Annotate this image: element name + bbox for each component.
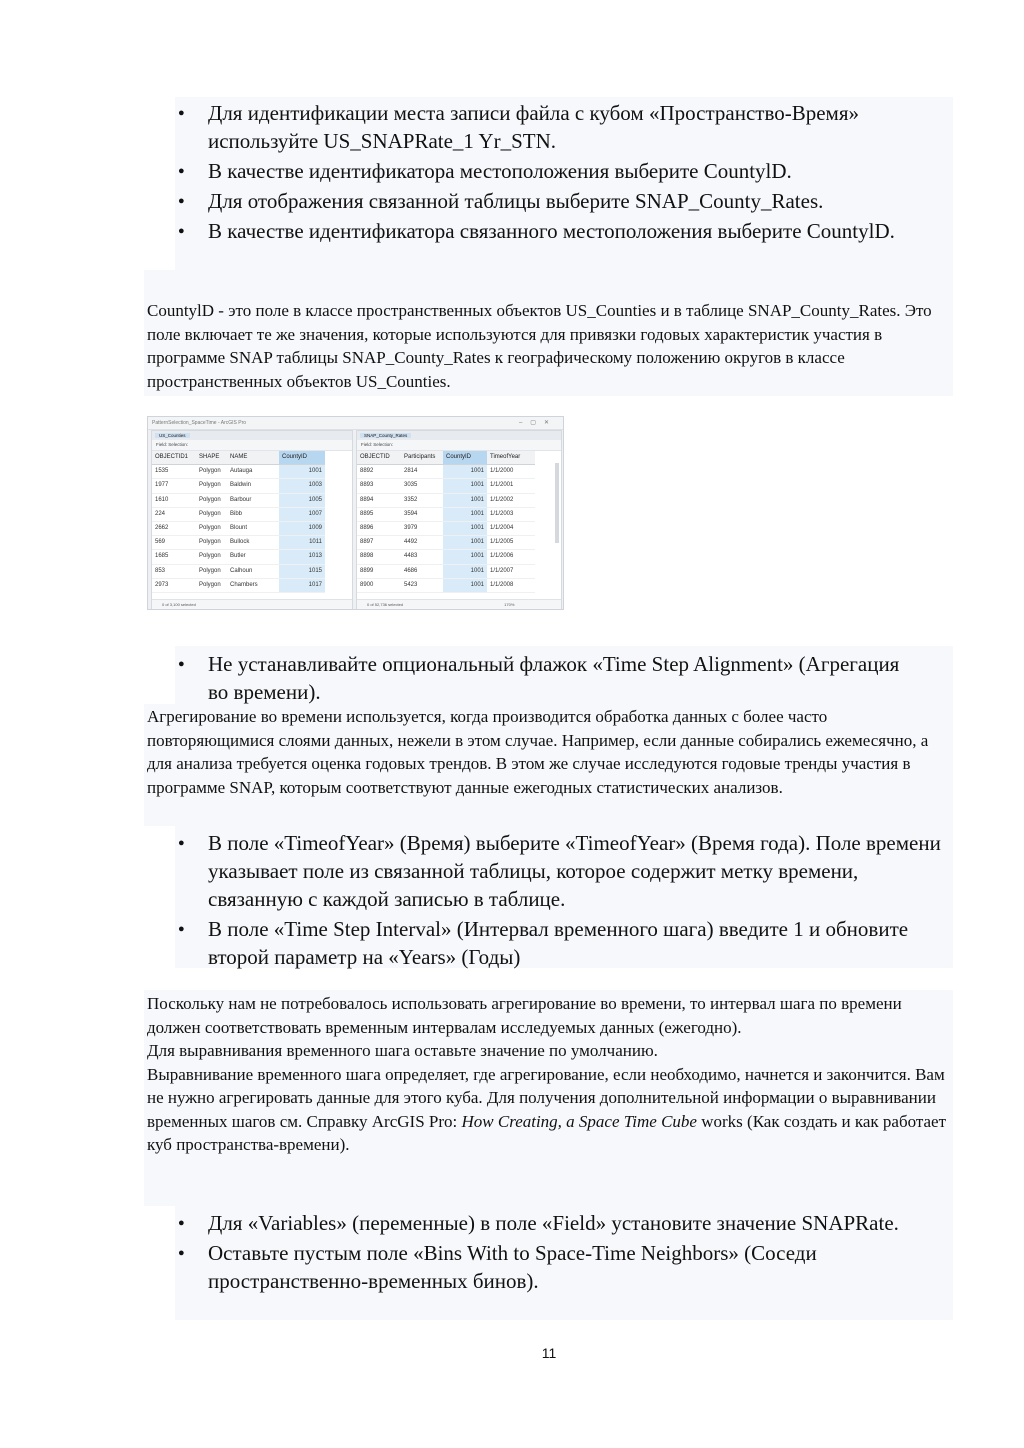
scrollbar[interactable] <box>555 463 559 543</box>
list-item: ● В качестве идентификатора местоположения выберите CountylD. <box>147 157 917 185</box>
table-cell[interactable]: 1/1/2001 <box>487 479 535 493</box>
table-cell[interactable]: 1/1/2003 <box>487 507 535 521</box>
table-cell[interactable]: 8897 <box>357 536 401 550</box>
table-cell[interactable]: Butler <box>227 550 279 564</box>
table-row[interactable] <box>357 507 535 521</box>
table-cell[interactable]: 2814 <box>401 465 443 479</box>
table-row[interactable] <box>357 550 535 564</box>
table-cell[interactable]: 8895 <box>357 507 401 521</box>
table-cell[interactable]: Polygon <box>196 550 227 564</box>
table-cell[interactable]: 4483 <box>401 550 443 564</box>
table-row[interactable] <box>357 564 535 578</box>
table-row[interactable] <box>152 578 325 592</box>
table-cell[interactable]: 1011 <box>279 536 325 550</box>
table-cell[interactable]: 1/1/2008 <box>487 578 535 592</box>
table-cell[interactable]: 2662 <box>152 522 196 536</box>
table-cell[interactable]: 853 <box>152 564 196 578</box>
table-cell[interactable]: 3594 <box>401 507 443 521</box>
table-row[interactable] <box>357 493 535 507</box>
window-controls-icon: –▢✕ <box>518 420 557 426</box>
table-row[interactable] <box>152 479 325 493</box>
table-cell[interactable]: 2973 <box>152 578 196 592</box>
column-header[interactable]: OBJECTID1 <box>152 451 196 465</box>
bullet-list-1 <box>147 99 917 247</box>
column-header[interactable]: TimeofYear <box>487 451 535 465</box>
table-cell[interactable]: 1610 <box>152 493 196 507</box>
paragraph-text: (Как создать и как работает куб пространства-времени). <box>147 1111 947 1154</box>
table-cell[interactable]: Polygon <box>196 578 227 592</box>
right-status-text: 0 of 52,736 selected <box>367 602 404 607</box>
table-cell[interactable]: Barbour <box>227 493 279 507</box>
paragraph-alignment-help <box>147 1063 955 1157</box>
table-cell[interactable]: 1001 <box>279 465 325 479</box>
table-row[interactable] <box>357 465 535 479</box>
page-number: 11 <box>541 1345 557 1361</box>
table-cell[interactable]: 1001 <box>443 479 487 493</box>
paragraph-alignment-default: Для выравнивания временного шага оставьте значение по умолчанию. <box>147 1041 658 1060</box>
table-cell[interactable]: 1013 <box>279 550 325 564</box>
table-cell[interactable]: 1/1/2005 <box>487 536 535 550</box>
table-cell[interactable]: Blount <box>227 522 279 536</box>
column-header[interactable]: OBJECTID <box>357 451 401 465</box>
list-item: ● В поле «TimeofYear» (Время) выберите «TimeofYear» (Время года). Поле времени указывает поле из связанной таблицы, которое содержит метку времени, связанную с каждой записью в таблице. <box>147 829 947 913</box>
bullet-list-2 <box>147 650 917 708</box>
left-status: 0 of 3,100 selected <box>152 599 352 609</box>
table-cell[interactable]: 8892 <box>357 465 401 479</box>
table-cell[interactable]: 569 <box>152 536 196 550</box>
paragraph-countyid: CountylD - это поле в классе пространственных объектов US_Counties и в таблице SNAP_County_Rates. Это поле включает те же значения, которые используются для привязки годовых характеристик участия в программе SNAP таблицы SNAP_County_Rates к географическому положению округов в классе пространственных объектов US_Counties. <box>147 301 932 391</box>
left-table-pane <box>151 430 353 610</box>
table-cell[interactable]: Chambers <box>227 578 279 592</box>
table-cell[interactable]: 1001 <box>443 522 487 536</box>
table-cell[interactable]: 3979 <box>401 522 443 536</box>
table-cell[interactable]: 1/1/2002 <box>487 493 535 507</box>
table-cell[interactable]: 8898 <box>357 550 401 564</box>
table-cell[interactable]: 8894 <box>357 493 401 507</box>
table-cell[interactable]: Autauga <box>227 465 279 479</box>
table-cell[interactable]: 1/1/2004 <box>487 522 535 536</box>
list-item: ● Для отображения связанной таблицы выберите SNAP_County_Rates. <box>147 187 917 215</box>
table-cell[interactable]: 8896 <box>357 522 401 536</box>
tab-snap-county-rates[interactable]: SNAP_County_Rates <box>360 433 411 438</box>
table-cell[interactable]: 1685 <box>152 550 196 564</box>
list-item: ● В поле «Time Step Interval» (Интервал временного шага) введите 1 и обновите второй параметр на «Years» (Годы) <box>147 915 947 971</box>
table-cell[interactable]: 1977 <box>152 479 196 493</box>
bullet-list-3 <box>147 829 947 973</box>
table-cell[interactable]: Polygon <box>196 536 227 550</box>
table-cell[interactable]: Polygon <box>196 465 227 479</box>
table-cell[interactable]: Polygon <box>196 479 227 493</box>
table-row[interactable] <box>357 479 535 493</box>
table-row[interactable] <box>152 493 325 507</box>
list-item: ● Для «Variables» (переменные) в поле «Field» установите значение SNAPRate. <box>147 1209 947 1237</box>
column-header[interactable]: CountyID <box>443 451 487 465</box>
list-item: ● В качестве идентификатора связанного местоположения выберите CountylD. <box>147 217 917 245</box>
table-cell[interactable]: Polygon <box>196 507 227 521</box>
table-row[interactable] <box>357 522 535 536</box>
attribute-tables-screenshot <box>147 416 564 610</box>
table-cell[interactable]: Polygon <box>196 493 227 507</box>
help-link-italic[interactable]: How Creating, a Space Time Cube <box>461 1111 697 1131</box>
column-header[interactable]: SHAPE <box>196 451 227 465</box>
table-row[interactable] <box>152 522 325 536</box>
bullet-list-4 <box>147 1209 947 1297</box>
table-cell[interactable]: 1001 <box>443 564 487 578</box>
table-cell[interactable]: 1003 <box>279 479 325 493</box>
zoom-level: 170% <box>504 602 515 607</box>
table-toolbar: Field: Selection: <box>357 440 561 451</box>
table-cell[interactable]: 1009 <box>279 522 325 536</box>
right-table <box>357 451 535 593</box>
table-cell[interactable]: 1001 <box>443 507 487 521</box>
table-row[interactable] <box>152 564 325 578</box>
paragraph-text: Выравнивание временного шага определяет, где агрегирование, если необходимо, начнется и закончится. Вам не нужно агрегировать данные для этого куба. Для получения дополнительной информации о выравнивании временных шагов см. Справку ArcGIS Pro: <box>147 1064 945 1131</box>
table-cell[interactable]: Polygon <box>196 522 227 536</box>
list-item: ● Для идентификации места записи файла с кубом «Пространство-Время» используйте US_SNAPRate_1 Yr_STN. <box>147 99 917 155</box>
table-cell[interactable]: 5423 <box>401 578 443 592</box>
help-link-plain[interactable]: works <box>696 1111 743 1131</box>
right-status <box>357 599 561 609</box>
table-cell[interactable]: Bullock <box>227 536 279 550</box>
table-cell[interactable]: 8899 <box>357 564 401 578</box>
table-cell[interactable]: Calhoun <box>227 564 279 578</box>
tab-us-counties[interactable]: US_Counties <box>155 433 190 438</box>
list-item: ● Не устанавливайте опциональный флажок «Time Step Alignment» (Агрегация во времени). <box>147 650 917 706</box>
table-cell[interactable]: Baldwin <box>227 479 279 493</box>
table-cell[interactable]: 8893 <box>357 479 401 493</box>
table-cell[interactable]: 1/1/2000 <box>487 465 535 479</box>
table-cell[interactable]: 224 <box>152 507 196 521</box>
left-table <box>152 451 325 593</box>
table-cell[interactable]: 3352 <box>401 493 443 507</box>
table-cell[interactable]: Polygon <box>196 564 227 578</box>
table-row[interactable] <box>357 578 535 592</box>
table-cell[interactable]: 4686 <box>401 564 443 578</box>
table-row[interactable] <box>152 550 325 564</box>
table-toolbar: Field: Selection: <box>152 440 352 451</box>
right-table-pane <box>356 430 562 610</box>
table-cell[interactable]: 1001 <box>443 536 487 550</box>
table-cell[interactable]: 1017 <box>279 578 325 592</box>
table-cell[interactable]: 1/1/2007 <box>487 564 535 578</box>
paragraph-interval: Поскольку нам не потребовалось использовать агрегирование во времени, то интервал шага по времени должен соответствовать временным интервалам исследуемых данных (ежегодно). <box>147 994 902 1037</box>
window-titlebar <box>148 417 563 430</box>
table-row[interactable] <box>152 465 325 479</box>
table-row[interactable] <box>152 507 325 521</box>
table-cell[interactable]: 1535 <box>152 465 196 479</box>
paragraph-time-aggregation: Агрегирование во времени используется, когда производится обработка данных с более часто повторяющимися слоями данных, нежели в этом случае. Например, если данные собирались ежемесячно, а для анализа требуется оценка годовых трендов. В этом же случае исследуются годовые тренды участия в программе SNAP, которым соответствуют данные ежегодных статистических анализов. <box>147 707 929 797</box>
table-cell[interactable]: 1001 <box>443 493 487 507</box>
list-item: ● Оставьте пустым поле «Bins With to Space-Time Neighbors» (Соседи пространственно-временных бинов). <box>147 1239 947 1295</box>
table-row[interactable] <box>357 536 535 550</box>
table-cell[interactable]: 1015 <box>279 564 325 578</box>
table-row[interactable] <box>152 536 325 550</box>
table-cell[interactable]: 1005 <box>279 493 325 507</box>
table-cell[interactable]: 1/1/2006 <box>487 550 535 564</box>
table-cell[interactable]: Bibb <box>227 507 279 521</box>
table-cell[interactable]: 1001 <box>443 465 487 479</box>
table-cell[interactable]: 8900 <box>357 578 401 592</box>
column-header[interactable]: NAME <box>227 451 279 465</box>
column-header[interactable]: CountyID <box>279 451 325 465</box>
window-title: PatternSelection_SpaceTime - ArcGIS Pro <box>152 420 247 426</box>
column-header[interactable]: Participants <box>401 451 443 465</box>
table-cell[interactable]: 1001 <box>443 578 487 592</box>
table-cell[interactable]: 1001 <box>443 550 487 564</box>
table-cell[interactable]: 4492 <box>401 536 443 550</box>
table-cell[interactable]: 1007 <box>279 507 325 521</box>
table-cell[interactable]: 3035 <box>401 479 443 493</box>
help-link[interactable] <box>462 1112 743 1131</box>
